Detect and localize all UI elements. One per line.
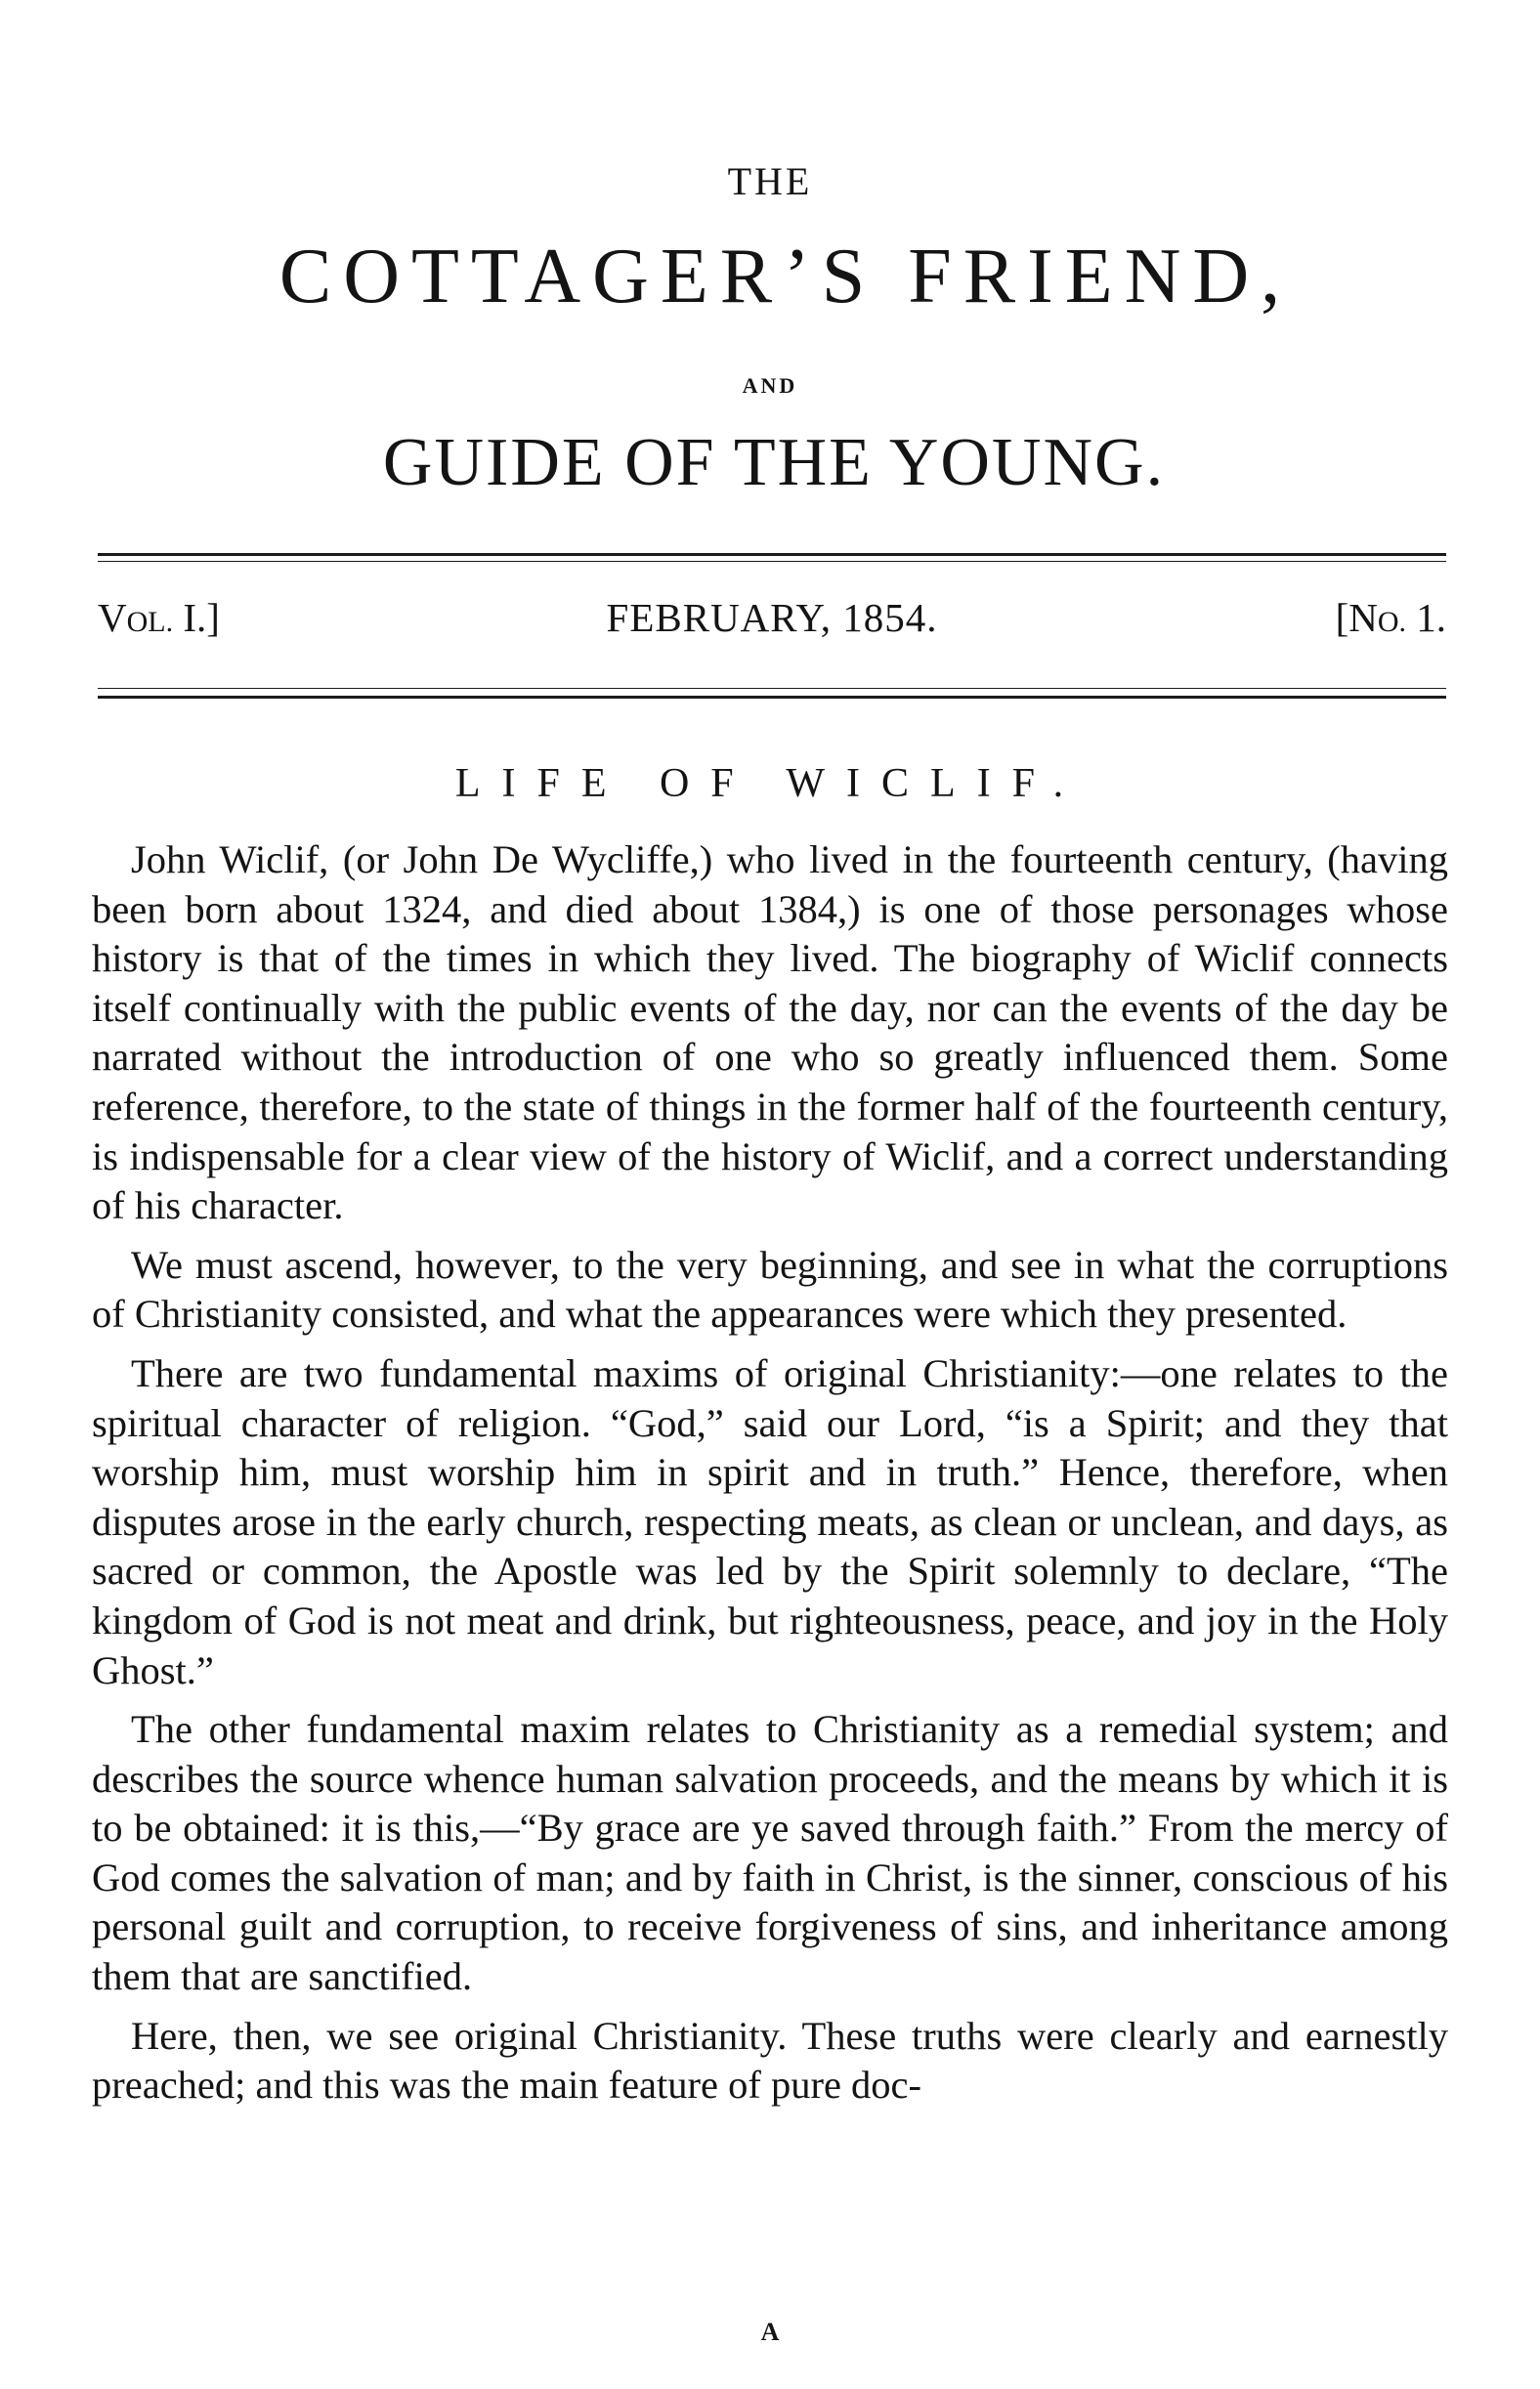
volume-number: I.]	[173, 595, 220, 640]
volume-small: OL.	[126, 606, 174, 638]
paragraph: The other fundamental maxim relates to Christianity as a remedial system; and describes the source whence human salvation proceeds, and the means by which it is to be obtained: it is this,—“By grace are ye saved through faith.” From the mercy of God comes the salvation of man; and by faith in Christ, is the sinner, conscious of his personal guilt and corruption, to receive forgiveness of sins, and inheritance among them that are sanctified.	[92, 1707, 1448, 1999]
paragraph: John Wiclif, (or John De Wycliffe,) who lived in the fourteenth century, (having been born about 1324, and died about 1384,) is one of those personages whose history is that of the times in which they lived. The biography of Wiclif connects itself continually with the public events of the day, nor can the events of the day be narrated without the introduction of one who so greatly influenced them. Some reference, therefore, to the state of things in the former half of the fourteenth century, is indispensable for a clear view of the history of Wiclif, and a correct understanding of his character.	[92, 837, 1448, 1228]
article-title: LIFE OF WICLIF.	[454, 761, 1086, 806]
masthead-title: COTTAGER’S FRIEND,	[278, 234, 1293, 320]
number-value: 1.	[1406, 595, 1446, 640]
masthead-and: AND	[742, 373, 798, 398]
masthead-the: THE	[727, 159, 813, 203]
issue-number	[1336, 594, 1446, 641]
paragraph: Here, then, we see original Christianity. These truths were clearly and earnestly preached; and this was the main feature of pure doc-	[92, 2013, 1448, 2108]
paragraph: We must ascend, however, to the very beginning, and see in what the corruptions of Christianity consisted, and what the appearances were which they presented.	[92, 1242, 1448, 1337]
bottom-rule-thin	[98, 688, 1446, 689]
issue-line	[98, 594, 1446, 647]
volume-prefix: V	[98, 595, 127, 640]
number-small: O.	[1377, 606, 1406, 638]
bottom-rule-thick	[98, 696, 1446, 699]
top-rule-thin	[98, 561, 1446, 562]
signature-mark: A	[760, 2318, 780, 2346]
paragraph: There are two fundamental maxims of original Christianity:—one relates to the spiritual character of religion. “God,” said our Lord, “is a Spirit; and they that worship him, must worship him in spirit and in truth.” Hence, therefore, when disputes arose in the early church, respecting meats, as clean or unclean, and days, as sacred or common, the Apostle was led by the Spirit solemnly to declare, “The kingdom of God is not meat and drink, but righteousness, peace, and joy in the Holy Ghost.”	[92, 1350, 1448, 1692]
issue-date: FEBRUARY, 1854.	[606, 595, 938, 640]
top-rule-thick	[98, 553, 1446, 556]
masthead-subtitle: GUIDE OF THE YOUNG.	[382, 425, 1166, 500]
article-body	[92, 835, 1448, 2120]
number-prefix: [N	[1335, 595, 1378, 640]
